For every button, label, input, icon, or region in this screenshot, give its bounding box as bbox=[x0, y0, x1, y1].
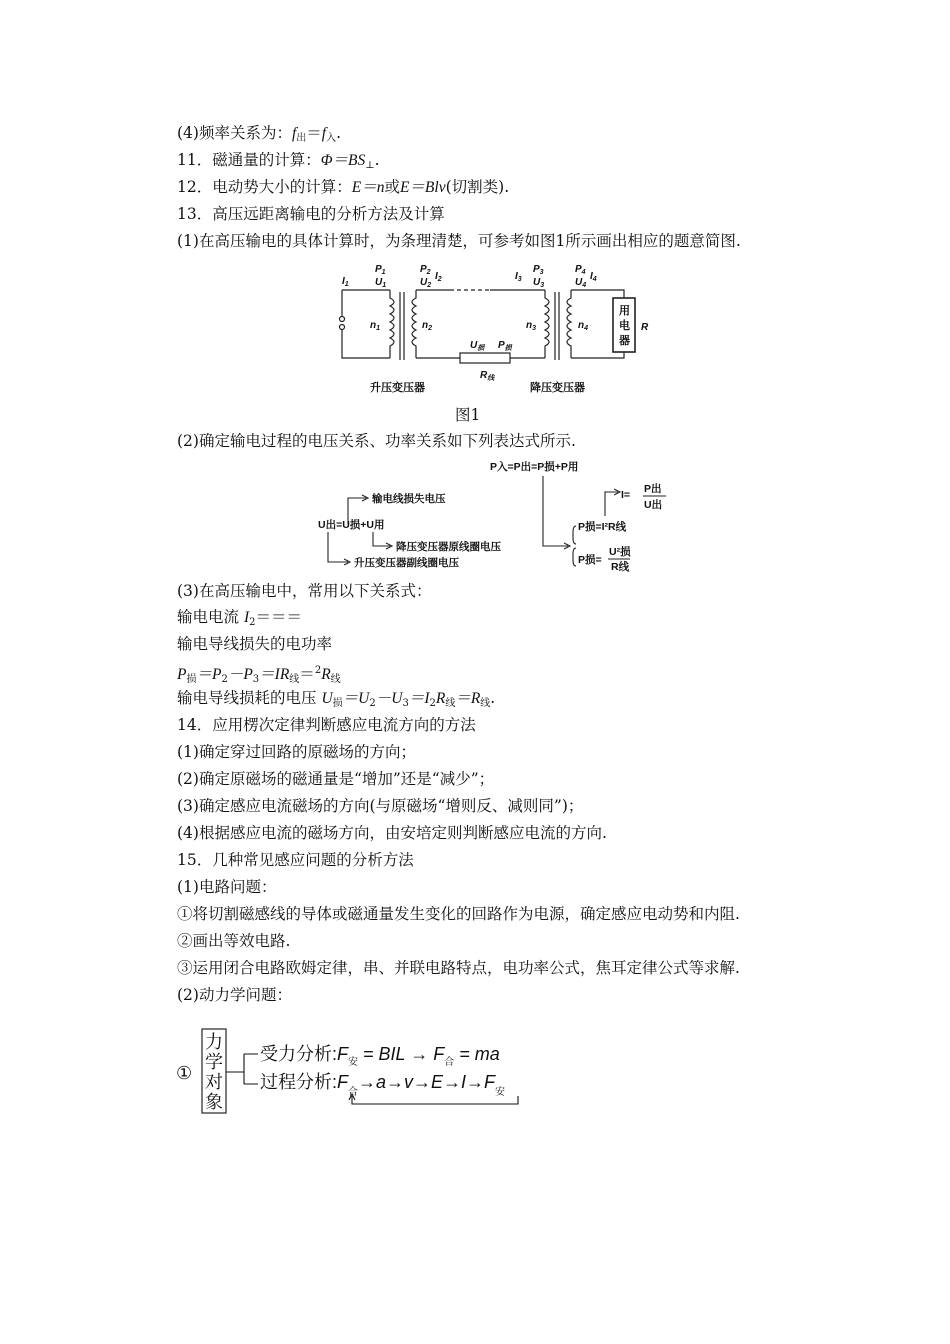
voltage-loss-line bbox=[177, 687, 495, 715]
source-terminal bbox=[340, 317, 345, 322]
section-13-heading: 13．高压远距离输电的分析方法及计算 bbox=[177, 205, 445, 223]
box-char: 学 bbox=[205, 1052, 223, 1072]
box-char: 对 bbox=[205, 1072, 223, 1092]
load-char: 用 bbox=[619, 305, 630, 317]
sub: 损 bbox=[186, 674, 197, 685]
text: ＝＝＝ bbox=[255, 608, 303, 626]
sub: 线 bbox=[480, 698, 491, 709]
label-u3: $U_3$ bbox=[533, 277, 545, 289]
paragraph: (3)确定感应电流磁场的方向(与原磁场“增则反、减则同”)； bbox=[177, 797, 584, 815]
brace bbox=[573, 526, 576, 566]
end: . bbox=[336, 124, 342, 142]
feedback-loop bbox=[352, 1096, 518, 1104]
label-p3: $P_3$ bbox=[533, 264, 544, 276]
load-char: 器 bbox=[619, 335, 630, 347]
p-loss-eq2: P损= bbox=[578, 554, 602, 566]
sub: 3 bbox=[402, 698, 409, 709]
branch-text: 升压变压器副线圈电压 bbox=[354, 557, 459, 569]
section-14-heading: 14．应用楞次定律判断感应电流方向的方法 bbox=[177, 716, 476, 734]
f-in: f bbox=[321, 125, 327, 142]
transmission-circuit-figure bbox=[330, 258, 670, 400]
label-r: R bbox=[641, 322, 649, 333]
p-in-eq: P入=P出=P损+P用 bbox=[490, 461, 579, 473]
paragraph: ③运用闭合电路欧姆定律，串、并联电路特点，电功率公式，焦耳定律公式等求解. bbox=[177, 959, 740, 977]
paragraph: (1)确定穿过回路的原磁场的方向； bbox=[177, 743, 416, 761]
formula: E＝n bbox=[351, 179, 385, 196]
u-out-eq: U出=U损+U用 bbox=[318, 519, 385, 531]
label-u-loss: $U_损$ bbox=[470, 340, 485, 352]
paragraph: (1)在高压输电的具体计算时，为条理清楚，可参考如图1所示画出相应的题意简图. bbox=[177, 232, 741, 250]
paragraph: ①将切割磁感线的导体或磁通量发生变化的回路作为电源，确定感应电动势和内阻. bbox=[177, 905, 740, 923]
i-num: P出 bbox=[644, 483, 662, 495]
end: . bbox=[374, 151, 380, 169]
dynamics-diagram bbox=[172, 1024, 552, 1120]
branch-line bbox=[605, 492, 618, 516]
label-n3: $n_3$ bbox=[526, 320, 537, 332]
paragraph: (4)根据感应电流的磁场方向，由安培定则判断感应电流的方向. bbox=[177, 824, 607, 842]
sup: 2 bbox=[314, 665, 322, 676]
paragraph: ②画出等效电路. bbox=[177, 932, 291, 950]
current-line bbox=[177, 606, 302, 634]
label-n2: $n_2$ bbox=[422, 320, 433, 332]
formula: E＝Blv bbox=[399, 179, 446, 196]
sym: ＝U bbox=[342, 690, 370, 707]
relation-diagram bbox=[318, 456, 678, 574]
text: 11．磁通量的计算： bbox=[177, 151, 321, 169]
coil-n4 bbox=[567, 290, 571, 358]
label-p-loss: $P_损$ bbox=[498, 340, 512, 352]
source-terminal bbox=[340, 325, 345, 330]
p-loss-num: U²损 bbox=[609, 546, 631, 558]
sym: －U bbox=[375, 690, 403, 707]
formula: Φ＝BS bbox=[320, 152, 366, 169]
branch-text: 输电线损失电压 bbox=[372, 493, 446, 505]
text: 12．电动势大小的计算： bbox=[177, 178, 352, 196]
sub: ⊥ bbox=[365, 160, 375, 171]
label-i3: $I_3$ bbox=[515, 271, 522, 283]
sub: 2 bbox=[249, 617, 256, 628]
source-wire bbox=[342, 290, 390, 358]
coil-n2 bbox=[412, 290, 416, 358]
paragraph: 输电导线损失的电功率 bbox=[177, 635, 333, 653]
sym: P bbox=[177, 666, 187, 683]
sub: 线 bbox=[330, 674, 341, 685]
branch-text: 降压变压器原线圈电压 bbox=[396, 541, 501, 553]
line-resistor bbox=[460, 353, 510, 363]
sub: 2 bbox=[369, 698, 376, 709]
sym: －P bbox=[227, 666, 253, 683]
label-r-line: $R_线$ bbox=[480, 370, 495, 382]
branch-line bbox=[543, 476, 568, 546]
label-p2: $P_2$ bbox=[420, 264, 431, 276]
sub: 入 bbox=[326, 133, 337, 144]
step-down-label: 降压变压器 bbox=[530, 382, 585, 394]
sub: 2 bbox=[221, 674, 228, 685]
sub: 出 bbox=[296, 133, 307, 144]
circled-one: ① bbox=[176, 1063, 193, 1083]
text: 输电电流 bbox=[177, 608, 240, 626]
figure-1-caption: 图1 bbox=[455, 406, 481, 424]
box-char: 象 bbox=[205, 1092, 223, 1112]
sym: ＝I bbox=[408, 690, 430, 707]
eq: ＝ bbox=[306, 124, 322, 142]
coil-n1 bbox=[390, 290, 394, 358]
text: (切割类). bbox=[445, 178, 510, 196]
sub: 3 bbox=[252, 674, 260, 685]
freq-relation-line bbox=[177, 122, 341, 150]
load-char: 电 bbox=[619, 320, 630, 332]
symbol: I bbox=[243, 609, 250, 626]
emf-line bbox=[177, 176, 509, 199]
branch-line bbox=[328, 532, 348, 562]
end: . bbox=[490, 689, 496, 707]
sub: 线 bbox=[289, 674, 300, 685]
bracket-lines bbox=[226, 1054, 258, 1084]
sub: 线 bbox=[445, 698, 456, 709]
label-n4: $n_4$ bbox=[578, 320, 589, 332]
box-char: 力 bbox=[205, 1032, 223, 1052]
label-u4: $U_4$ bbox=[575, 277, 587, 289]
sym: ＝IR bbox=[259, 666, 290, 683]
step-up-label: 升压变压器 bbox=[370, 382, 425, 394]
sub: 损 bbox=[332, 698, 343, 709]
f-out: f bbox=[291, 125, 297, 142]
flux-line bbox=[177, 149, 380, 177]
sym: R bbox=[321, 666, 331, 683]
coil-n3 bbox=[545, 290, 549, 358]
label-i2: $I_2$ bbox=[435, 271, 442, 283]
label-p4: $P_4$ bbox=[575, 264, 586, 276]
sym: ＝R bbox=[455, 690, 481, 707]
sub: 2 bbox=[429, 698, 436, 709]
sym: ＝P bbox=[196, 666, 222, 683]
i-eq: I= bbox=[621, 489, 631, 501]
text: (4)频率关系为： bbox=[177, 124, 292, 142]
label-i1: $I_1$ bbox=[342, 276, 349, 288]
eq: ＝ bbox=[299, 665, 315, 683]
paragraph: (3)在高压输电中，常用以下关系式： bbox=[177, 582, 432, 600]
row-process-analysis: 过程分析$:F_合\to a\to v\to E\to I\to F_安$ bbox=[260, 1072, 506, 1098]
text: 输电导线损耗的电压 bbox=[177, 689, 317, 707]
p-loss-den: R线 bbox=[611, 561, 630, 573]
paragraph: (2)动力学问题： bbox=[177, 986, 292, 1004]
paragraph: (1)电路问题： bbox=[177, 878, 277, 896]
text: 或 bbox=[384, 178, 400, 196]
p-loss-eq1: P损=I²R线 bbox=[578, 521, 627, 533]
section-15-heading: 15．几种常见感应问题的分析方法 bbox=[177, 851, 414, 869]
label-u2: $U_2$ bbox=[420, 277, 432, 289]
label-i4: $I_4$ bbox=[590, 271, 597, 283]
sym: R bbox=[435, 690, 446, 707]
sym: U bbox=[321, 690, 333, 707]
paragraph: (2)确定输电过程的电压关系、功率关系如下列表达式所示. bbox=[177, 432, 576, 450]
i-den: U出 bbox=[644, 499, 663, 511]
label-n1: $n_1$ bbox=[370, 320, 381, 332]
label-p1: $P_1$ bbox=[375, 264, 386, 276]
label-u1: $U_1$ bbox=[375, 277, 387, 289]
row-force-analysis: 受力分析$:F_安$ = BIL → $F_合$ = ma bbox=[260, 1044, 500, 1068]
paragraph: (2)确定原磁场的磁通量是“增加”还是“减少”； bbox=[177, 770, 495, 788]
